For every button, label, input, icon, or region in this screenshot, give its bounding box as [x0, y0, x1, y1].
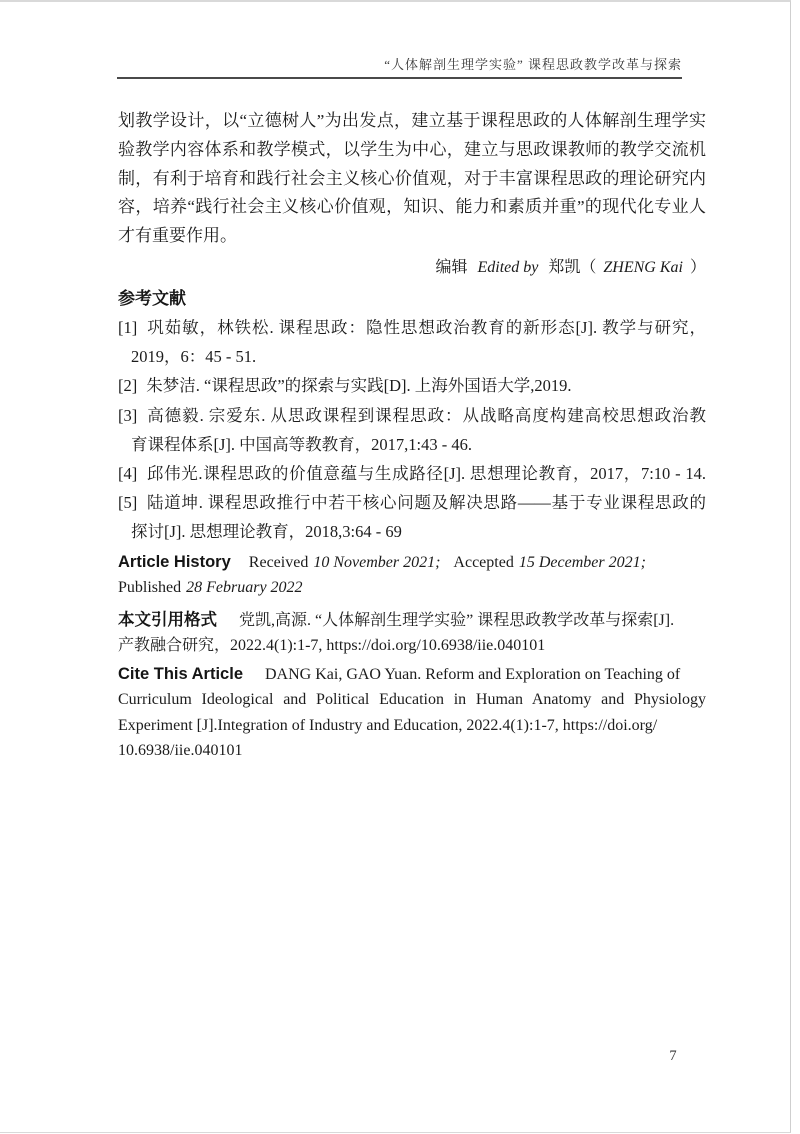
editor-name-cjk: 郑凯（	[548, 258, 597, 276]
reference-text: 陆道坤. 课程思政推行中若干核心问题及解决思路——基于专业课程思政的	[146, 493, 706, 513]
editor-name-latin: ZHENG Kai	[603, 258, 683, 276]
editor-edited-by: Edited by	[477, 258, 539, 276]
reference-marker: [2]	[118, 376, 138, 396]
reference-item-3	[118, 401, 706, 459]
published-date: 28 February 2022	[186, 579, 303, 597]
paragraph-line: 划教学设计，以“立德树人”为出发点，建立基于课程思政的人体解剖生理学实	[118, 111, 706, 130]
article-history-label: Article History	[118, 552, 231, 571]
reference-line	[118, 401, 706, 430]
reference-line	[118, 488, 706, 517]
reference-line: 育课程体系[J]. 中国高等教教育，2017,1:43 - 46.	[131, 434, 472, 454]
reference-text: 高德毅. 宗爱东. 从思政课程到课程思政：从战略高度构建高校思想政治教	[146, 405, 706, 425]
page-content	[118, 2, 706, 764]
paragraph-line: 才有重要作用。	[118, 226, 237, 246]
article-history	[118, 550, 706, 601]
reference-marker: [1]	[118, 317, 138, 337]
paragraph-line: 制，有利于培育和践行社会主义核心价值观，对于丰富课程思政的理论研究内	[118, 168, 706, 188]
citation-line: Experiment [J].Integration of Industry and Education, 2022.4(1):1-7, https://doi.org/	[118, 716, 658, 734]
citation-english	[118, 662, 706, 764]
editor-paren-close: ）	[689, 258, 706, 276]
reference-item-2	[118, 371, 706, 400]
citation-line: 10.6938/iie.040101	[118, 742, 243, 760]
reference-line: 2019，6：45 - 51.	[131, 347, 257, 367]
citation-cn-label: 本文引用格式	[118, 609, 217, 629]
reference-item-5	[118, 488, 706, 546]
reference-line: 探讨[J]. 思想理论教育，2018,3:64 - 69	[131, 522, 402, 542]
citation-en-label: Cite This Article	[118, 664, 243, 683]
published-label: Published	[118, 579, 182, 597]
reference-line	[118, 313, 706, 342]
reference-item-1	[118, 313, 706, 371]
reference-item-4	[118, 459, 706, 488]
citation-line: Curriculum Ideological and Political Education in Human Anatomy and Physiology	[118, 691, 706, 709]
received-label: Received	[248, 553, 309, 571]
editor-label: 编辑	[435, 258, 468, 276]
paragraph-line: 验教学内容体系和教学模式，以学生为中心，建立与思政课教师的教学交流机	[118, 139, 706, 159]
references-heading: 参考文献	[118, 288, 186, 308]
reference-marker: [3]	[118, 405, 138, 425]
received-date: 10 November 2021;	[313, 553, 441, 571]
reference-marker: [5]	[118, 493, 138, 513]
citation-line	[118, 662, 706, 688]
article-history-line	[118, 550, 706, 576]
editor-credit	[118, 254, 706, 282]
citation-chinese	[118, 607, 706, 659]
accepted-date: 15 December 2021;	[518, 553, 646, 571]
reference-line	[118, 371, 706, 400]
citation-line	[118, 607, 706, 634]
citation-cn-text: 党凯,高源. “人体解剖生理学实验” 课程思政教学改革与探索[J].	[239, 611, 675, 629]
body-paragraph	[118, 107, 706, 251]
page-number: 7	[669, 1048, 677, 1064]
reference-line	[118, 459, 706, 488]
reference-text: 邱伟光.课程思政的价值意蕴与生成路径[J]. 思想理论教育，2017，7:10 - 14.	[146, 464, 706, 483]
article-history-line	[118, 575, 706, 601]
citation-line: 产教融合研究，2022.4(1):1-7, https://doi.org/10.6938/iie.040101	[118, 637, 546, 655]
accepted-label: Accepted	[453, 553, 514, 571]
running-header-title: “人体解剖生理学实验” 课程思政教学改革与探索	[384, 57, 682, 72]
reference-text: 巩茹敏，林铁松. 课程思政：隐性思想政治教育的新形态[J]. 教学与研究，	[146, 317, 706, 337]
reference-text: 朱梦洁. “课程思政”的探索与实践[D]. 上海外国语大学,2019.	[146, 376, 572, 396]
paragraph-line: 容，培养“践行社会主义核心价值观，知识、能力和素质并重”的现代化专业人	[118, 197, 706, 217]
reference-marker: [4]	[118, 464, 138, 483]
citation-en-text: DANG Kai, GAO Yuan. Reform and Exploration on Teaching of	[265, 665, 681, 683]
